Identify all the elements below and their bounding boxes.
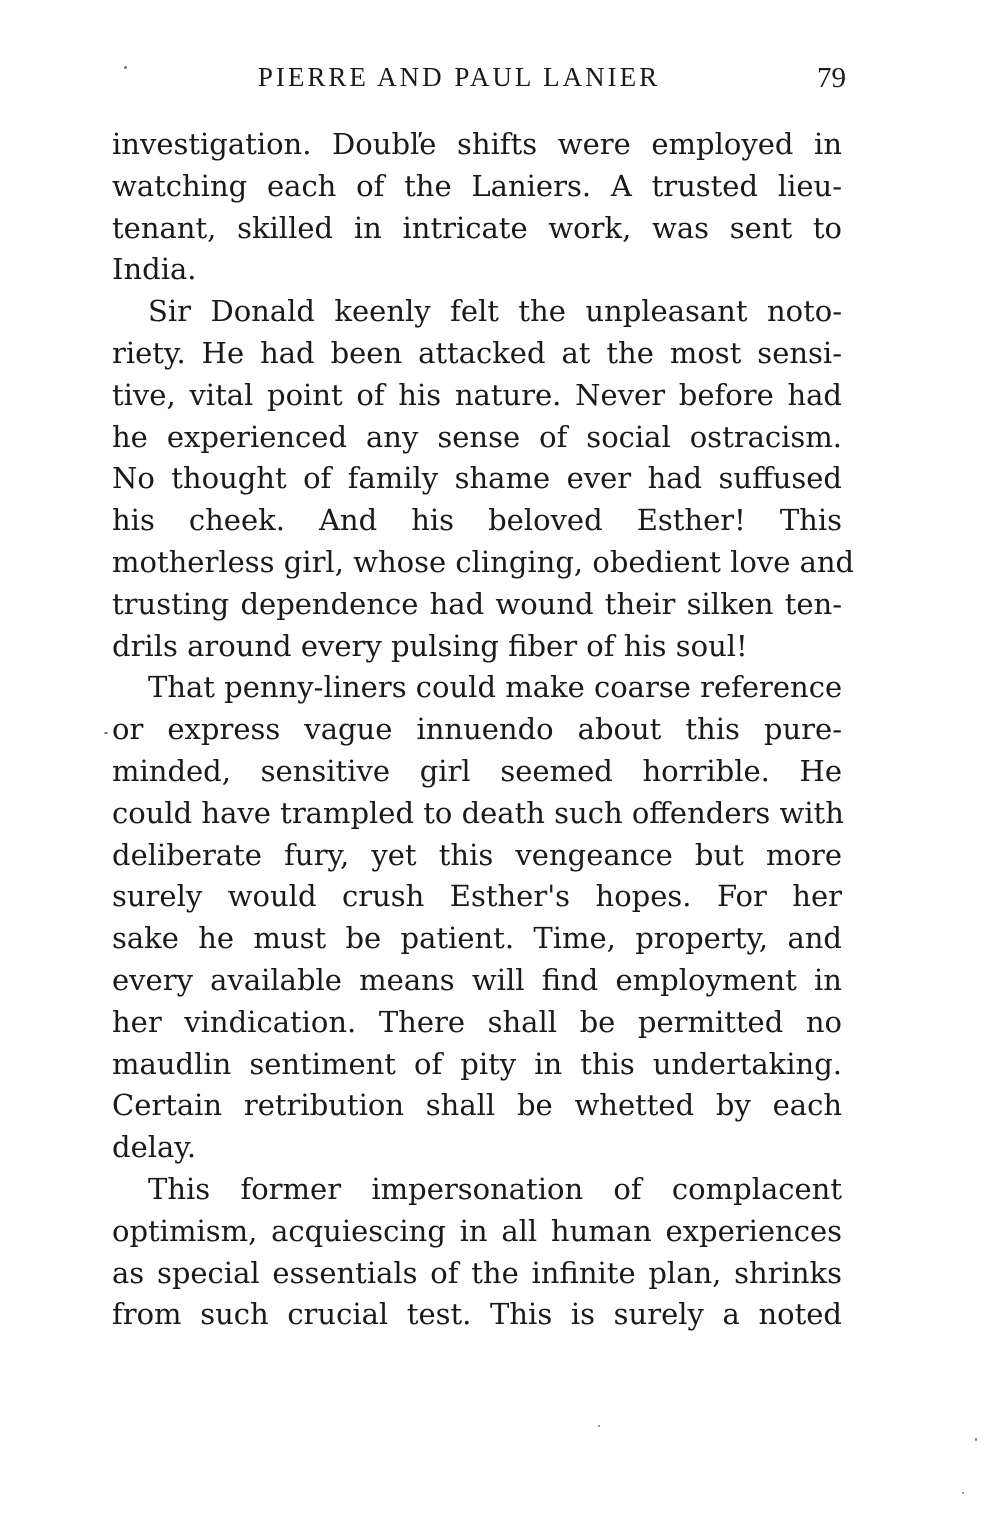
page-header (112, 62, 846, 102)
paragraph-2 (112, 291, 855, 667)
text-line: surely would crush Esther's hopes. For her (112, 879, 842, 914)
text-line: drils around every pulsing fiber of his soul! (112, 628, 748, 663)
paragraph-3 (112, 667, 842, 1169)
text-line: deliberate fury, yet this vengeance but more (112, 837, 842, 872)
text-line: delay. (112, 1130, 197, 1165)
running-head: PIERRE AND PAUL LANIER (257, 62, 661, 92)
text-line: maudlin sentiment of pity in this undertaking. (112, 1046, 842, 1081)
text-line: Certain retribution shall be whetted by each (112, 1088, 842, 1123)
text-line: as special essentials of the infinite plan, shrinks (112, 1255, 842, 1290)
paragraph-4 (112, 1169, 842, 1336)
text-line: trusting dependence had wound their silken ten- (112, 586, 842, 621)
text-line: could have trampled to death such offenders with (112, 795, 844, 830)
text-line: riety. He had been attacked at the most sensi- (112, 335, 842, 370)
text-line: her vindication. There shall be permitted no (112, 1004, 842, 1039)
text-line: India. (112, 252, 197, 287)
page-body (112, 124, 855, 1336)
text-line: minded, sensitive girl seemed horrible. He (112, 753, 842, 788)
text-line: every available means will find employment in (112, 962, 842, 997)
text-line: No thought of family shame ever had suffused (112, 461, 842, 496)
text-line: sake he must be patient. Time, property, and (112, 921, 842, 956)
scan-speck (975, 1438, 977, 1441)
text-line: motherless girl, whose clinging, obedient love and (112, 544, 855, 579)
scan-speck (962, 1492, 964, 1494)
text-line: his cheek. And his beloved Esther! This (112, 503, 842, 538)
text-line: This former impersonation of complacent (148, 1171, 842, 1206)
text-line: investigation. Doubľe shifts were employed in (112, 127, 842, 161)
scan-speck (598, 1425, 600, 1427)
scan-speck (104, 732, 108, 734)
text-line: That penny-liners could make coarse reference (148, 670, 843, 705)
text-line: tive, vital point of his nature. Never before had (112, 377, 842, 412)
page-number: 79 (817, 62, 846, 94)
paragraph-1 (112, 124, 842, 291)
text-line: from such crucial test. This is surely a noted (112, 1297, 842, 1332)
scan-speck (124, 66, 127, 69)
text-line: or express vague innuendo about this pure- (112, 712, 842, 747)
text-line: he experienced any sense of social ostracism. (112, 419, 842, 454)
text-line: watching each of the Laniers. A trusted lieu- (112, 168, 842, 203)
text-line: tenant, skilled in intricate work, was sent to (112, 210, 842, 245)
text-line: Sir Donald keenly felt the unpleasant noto- (148, 294, 842, 329)
text-line: optimism, acquiescing in all human experiences (112, 1213, 842, 1248)
